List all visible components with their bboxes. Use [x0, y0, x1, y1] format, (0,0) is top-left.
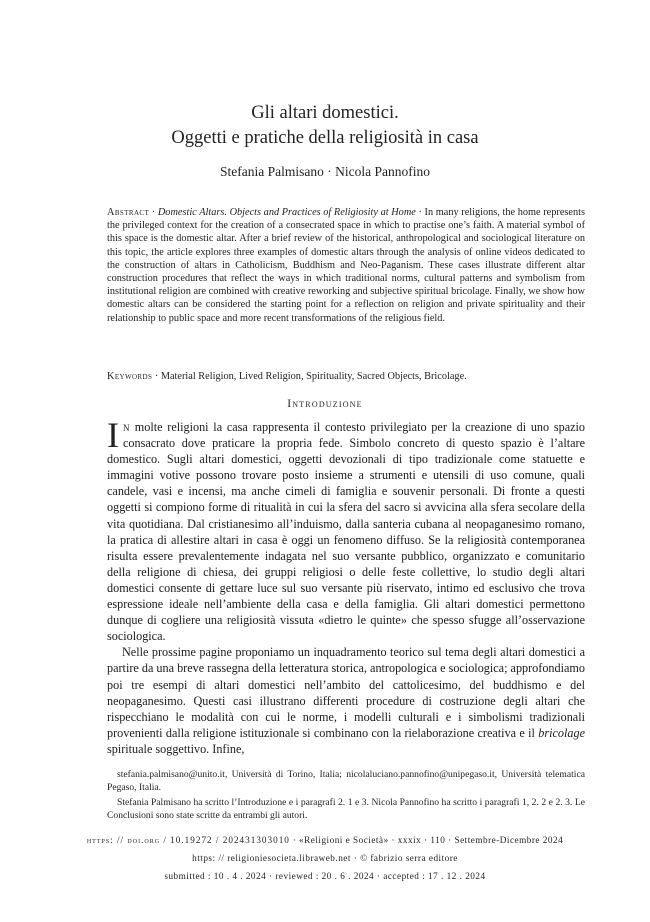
journal-citation: · «Religioni e Società» · xxxix · 110 · Settembre-Dicembre 2024 [289, 835, 564, 845]
footnote-affiliations: stefania.palmisano@unito.it, Università di Torino, Italia; nicolaluciano.pannofino@unipegaso.it, Università telematica Pegaso, Italia. [107, 769, 585, 793]
title-line-1: Gli altari domestici. [251, 103, 399, 123]
first-word: n [123, 420, 130, 434]
abstract-label: Abstract [107, 207, 150, 218]
footer-dates: submitted : 10 . 4 . 2024 · reviewed : 20 . 6 . 2024 · accepted : 17 . 12 . 2024 [164, 871, 486, 881]
footnote-authorship: Stefania Palmisano ha scritto l’Introduzione e i paragrafi 2. 1 e 3. Nicola Pannofino ha scritto i paragrafi 1, 2. 2 e 2. 3. Le Conclusioni sono state scritte da entrambi gli autori. [107, 797, 585, 821]
title-line-2: Oggetti e pratiche della religiosità in casa [171, 128, 479, 148]
paragraph-2 [107, 644, 585, 757]
paragraph-2-italic: bricolage [538, 725, 585, 740]
abstract-text: · In many religions, the home represents the privileged context for the creation of a consecrated space in which to practise one’s faith. A material symbol of this space is the domestic altar. After a brief review of the historical, anthropological and sociological literature on this topic, the article explores three examples of domestic altars through the analysis of online videos dedicated to the construction of altars in Catholicism, Buddhism and Neo-Paganism. These cases illustrate different altar construction procedures that reflect the ways in which traditional norms, cultural patterns and symbolism from institutional religion are combined with creative reworking and subjective spiritual bricolage. Finally, we show how domestic altars can be considered the starting point for a reflection on religion and private spirituality and their relationship to public space and more recent transformations of the religious field. [107, 207, 585, 324]
paragraph-1-text: molte religioni la casa rappresenta il contesto privilegiato per la creazione di uno spazio consacrato dove praticare la propria fede. Simbolo concreto di questo spazio è l’altare domestico. Sugli altari domestici, oggetti devozionali di tipo tradizionale come statuette e immagini votive possono trovare posto insieme a strumenti e utensili di uso comune, quali candele, vasi e incensi, ma anche cimeli di famiglia e souvenir personali. Di fronte a questi oggetti si compiono forme di ritualità in cui la sfera del sacro si avvicina alla sfera secolare della vita quotidiana. Dal cristianesimo all’induismo, dalla santeria cubana al neopaganesimo romano, la pratica di allestire altari in casa è oggi un fenomeno diffuso. Se la religiosità contemporanea risulta essere prevalentemente indagata nel suo versante pubblico, organizzato e comunitario della religione di chiesa, dei gruppi religiosi o delle feste collettive, lo studio degli altari domestici consente di gettare luce sul suo versante più riservato, intimo ed esclusivo che trova espressione ideale nell’ambiente della casa e della famiglia. Gli altari domestici permettono dunque di cogliere una religiosità vissuta «dietro le quinte» che spesso sfugge all’osservazione sociologica. [107, 420, 585, 644]
article-title [0, 101, 650, 151]
abstract [107, 206, 585, 325]
article-authors: Stefania Palmisano · Nicola Pannofino [220, 164, 430, 179]
doi-link[interactable]: https: // doi.org / 10.19272 / 202431303010 [86, 835, 290, 845]
drop-cap: I [107, 415, 119, 455]
keywords [107, 370, 585, 383]
body-text [107, 415, 585, 757]
footer-publisher: https: // religioniesocieta.libraweb.net · © fabrizio serra editore [192, 853, 458, 863]
keywords-text: · Material Religion, Lived Religion, Spirituality, Sacred Objects, Bricolage. [152, 371, 467, 382]
footnotes [107, 769, 585, 825]
paragraph-2-text: Nelle prossime pagine proponiamo un inquadramento teorico sul tema degli altari domestici a partire da una breve rassegna della letteratura storica, antropologica e sociologica; approfondiamo poi tre esempi di altari domestici nell’ambito del cattolicesimo, del buddhismo e del neopaganesimo. Questi casi illustrano differenti procedure di costruzione degli altari che rispecchiano le modalità con cui le norme, i modelli culturali e i simbolismi tradizionali provenienti dalla religione istituzionale si combinano con la rielaborazione creativa e il [107, 645, 585, 740]
paragraph-1 [107, 415, 585, 644]
keywords-label: Keywords [107, 371, 153, 382]
abstract-english-title: Domestic Altars. Objects and Practices of Religiosity at Home [157, 207, 416, 218]
paragraph-2-tail: spirituale soggettivo. Infine, [107, 741, 245, 756]
footer-citation [0, 835, 650, 845]
section-heading: Introduzione [287, 398, 363, 410]
abstract-separator: · [149, 207, 158, 218]
